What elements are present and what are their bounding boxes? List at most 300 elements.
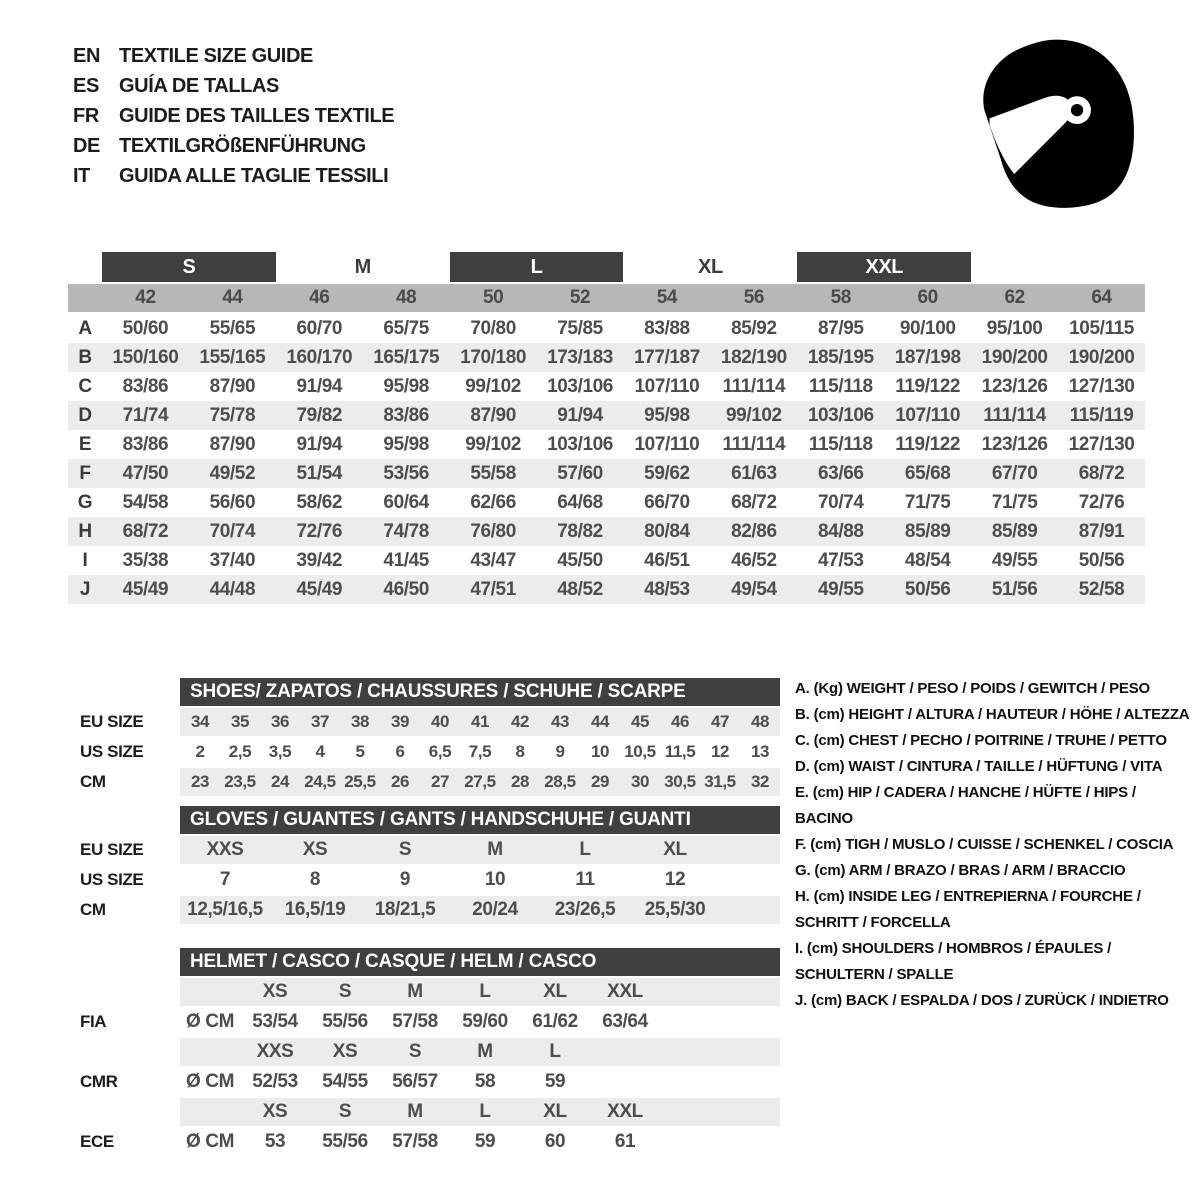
measurement-row <box>68 575 1145 604</box>
size-value-cell: 95/98 <box>383 375 429 397</box>
numeric-size-cell: 50 <box>482 287 504 308</box>
language-code: FR <box>73 104 99 127</box>
row-letter: C <box>78 375 92 397</box>
helmet-size-value: 59/60 <box>462 1011 508 1032</box>
size-value-cell: 20/24 <box>472 899 518 920</box>
language-row <box>73 71 394 101</box>
size-value-cell: 48/53 <box>644 578 690 600</box>
helmet-value-row <box>80 1128 780 1156</box>
helmet-values <box>180 1068 780 1096</box>
size-value-cell: 12 <box>710 742 730 761</box>
row-values <box>180 768 780 796</box>
helmet-size-value: 57/58 <box>392 1011 438 1032</box>
row-letter: E <box>78 433 92 455</box>
size-value-cell: 85/89 <box>991 520 1038 542</box>
helmet-size-headers <box>180 1038 780 1066</box>
size-value-cell: 9 <box>555 742 565 761</box>
size-value-cell: 115/118 <box>808 433 873 455</box>
size-value-cell: 23,5 <box>224 772 256 791</box>
size-value-cell: 187/198 <box>894 346 961 368</box>
size-value-cell: 51/56 <box>991 578 1038 600</box>
size-value-cell: 107/110 <box>634 433 700 455</box>
size-value-cell: 71/75 <box>991 491 1038 513</box>
numeric-size-cell: 44 <box>222 287 243 308</box>
legend-item: G. (cm) ARM / BRAZO / BRAS / ARM / BRACCIO <box>795 862 1126 879</box>
size-value-cell: 83/86 <box>122 433 169 455</box>
size-value-cell: 107/110 <box>634 375 700 397</box>
title-bar-spacer <box>80 806 180 834</box>
size-value-cell: 91/94 <box>296 375 343 397</box>
language-title: TEXTILGRÖßENFÜHRUNG <box>119 134 366 157</box>
size-value-cell: 54/58 <box>122 491 169 513</box>
size-value-cell: 46/51 <box>644 549 690 571</box>
size-value-cell: 47/51 <box>470 578 516 600</box>
title-bar-row <box>80 948 780 976</box>
size-value-cell: 67/70 <box>991 462 1038 484</box>
size-value-cell: 45/50 <box>557 549 603 571</box>
helmet-icon <box>975 36 1140 211</box>
size-value-cell: 83/86 <box>122 375 169 397</box>
row-values <box>180 836 780 864</box>
helmet-size-header-cell: L <box>479 981 491 1002</box>
row-letter: D <box>78 404 92 426</box>
size-value-cell: 75/85 <box>557 317 603 339</box>
size-value-cell: 119/122 <box>895 375 961 397</box>
size-value-cell: 9 <box>399 869 411 890</box>
size-value-cell: 63/66 <box>818 462 864 484</box>
size-value-cell: 10,5 <box>624 742 656 761</box>
size-value-cell: 95/100 <box>986 317 1043 339</box>
standard-label: CMR <box>80 1072 118 1091</box>
size-value-cell: 71/74 <box>122 404 169 426</box>
size-value-cell: 13 <box>750 742 770 761</box>
size-value-cell: 47 <box>710 712 730 731</box>
language-code: DE <box>73 134 100 157</box>
measurement-row <box>68 517 1145 546</box>
size-value-cell: 49/55 <box>818 578 864 600</box>
size-value-cell: 95/98 <box>383 433 429 455</box>
helmet-size-value: 55/56 <box>322 1011 368 1032</box>
size-value-cell: 85/92 <box>731 317 777 339</box>
size-value-cell: 10 <box>590 742 610 761</box>
legend-item: F. (cm) TIGH / MUSLO / CUISSE / SCHENKEL / COSCIA <box>795 836 1174 853</box>
size-value-cell: 64/68 <box>557 491 603 513</box>
size-value-cell: 55/58 <box>470 462 516 484</box>
size-row <box>80 836 780 864</box>
size-value-cell: 47/53 <box>818 549 864 571</box>
size-group-label: XL <box>698 255 723 278</box>
size-value-cell: XL <box>663 839 687 860</box>
language-title-list <box>73 41 394 191</box>
legend-item: C. (cm) CHEST / PECHO / POITRINE / TRUHE / PETTO <box>795 732 1167 749</box>
size-value-cell: 56/60 <box>209 491 256 513</box>
size-value-cell: 3,5 <box>268 742 292 761</box>
size-value-cell: 36 <box>270 712 290 731</box>
size-value-cell: XS <box>302 839 328 860</box>
size-value-cell: 55/65 <box>209 317 256 339</box>
standard-label: FIA <box>80 1012 107 1031</box>
helmet-size-header-cell: XL <box>543 981 567 1002</box>
language-title: GUIDE DES TAILLES TEXTILE <box>119 104 395 127</box>
size-value-cell: 37/40 <box>209 549 256 571</box>
size-value-cell: 24 <box>270 772 290 791</box>
size-value-cell: 185/195 <box>807 346 874 368</box>
size-row <box>80 708 780 736</box>
size-value-cell: 2,5 <box>228 742 252 761</box>
size-value-cell: 66/70 <box>644 491 690 513</box>
title-bar-spacer <box>80 678 180 706</box>
size-value-cell: 27 <box>430 772 450 791</box>
legend-item: E. (cm) HIP / CADERA / HANCHE / HÜFTE / HIPS / BACINO <box>795 784 1136 827</box>
size-value-cell: 32 <box>750 772 770 791</box>
size-value-cell: 4 <box>315 742 325 761</box>
language-row <box>73 131 394 161</box>
size-row <box>80 866 780 894</box>
shoes-size-table <box>80 678 780 798</box>
title-bar-row <box>80 678 780 706</box>
size-value-cell: 45/49 <box>296 578 343 600</box>
size-value-cell: 123/126 <box>981 375 1048 397</box>
helmet-size-value: 59 <box>474 1131 496 1152</box>
size-value-cell: 79/82 <box>296 404 343 426</box>
helmet-size-header-cell: XXL <box>607 1101 643 1122</box>
row-letter: H <box>78 520 92 542</box>
size-value-cell: 49/54 <box>731 578 777 600</box>
unit-spacer <box>180 1038 240 1066</box>
size-value-cell: 48/52 <box>557 578 603 600</box>
helmet-size-value: 63/64 <box>602 1011 648 1032</box>
row-letter: J <box>79 578 91 600</box>
numeric-size-cell: 48 <box>396 287 417 308</box>
size-value-cell: 90/100 <box>899 317 956 339</box>
helmet-size-header-cell: XS <box>332 1041 358 1062</box>
size-value-cell: 48/54 <box>904 549 951 571</box>
size-value-cell: 72/76 <box>296 520 343 542</box>
size-value-cell: 71/75 <box>904 491 951 513</box>
title-bar-spacer <box>80 948 180 976</box>
size-value-cell: 150/160 <box>112 346 179 368</box>
size-value-cell: 12,5/16,5 <box>187 899 263 920</box>
size-value-cell: 78/82 <box>557 520 603 542</box>
size-value-cell: 70/80 <box>470 317 516 339</box>
numeric-size-cell: 54 <box>656 287 678 308</box>
language-row <box>73 101 394 131</box>
helmet-size-header-cell: L <box>549 1041 561 1062</box>
size-value-cell: 75/78 <box>209 404 256 426</box>
size-value-cell: 8 <box>515 742 525 761</box>
size-value-cell: S <box>398 839 412 860</box>
size-value-cell: 57/60 <box>557 462 603 484</box>
size-row <box>80 738 780 766</box>
unit-label: Ø CM <box>185 1071 234 1092</box>
size-value-cell: 103/106 <box>807 404 874 426</box>
size-value-cell: 27,5 <box>464 772 496 791</box>
size-value-cell: 99/102 <box>465 375 521 397</box>
helmet-size-headers <box>180 1098 780 1126</box>
helmet-size-header-cell: L <box>479 1101 491 1122</box>
size-value-cell: 52/58 <box>1078 578 1125 600</box>
size-value-cell: 39 <box>390 712 410 731</box>
row-label-spacer <box>80 978 180 1006</box>
size-group-label: XXL <box>797 252 971 282</box>
measurement-row <box>68 546 1145 575</box>
size-value-cell: 10 <box>484 869 506 890</box>
size-value-cell: 99/102 <box>465 433 521 455</box>
helmet-value-row <box>80 1068 780 1096</box>
size-value-cell: 60/64 <box>383 491 429 513</box>
row-values <box>180 866 780 894</box>
size-value-cell: M <box>487 839 503 860</box>
language-code: ES <box>73 74 99 97</box>
size-value-cell: 87/95 <box>818 317 864 339</box>
helmet-size-header-cell: XXS <box>256 1041 294 1062</box>
gloves-size-table <box>80 806 780 926</box>
size-value-cell: 68/72 <box>731 491 777 513</box>
measurement-row <box>68 343 1145 372</box>
row-values <box>180 708 780 736</box>
size-value-cell: 190/200 <box>1068 346 1135 368</box>
size-value-cell: 91/94 <box>296 433 343 455</box>
row-label: EU SIZE <box>80 712 144 731</box>
helmet-size-header-cell: XL <box>543 1101 567 1122</box>
size-group-label <box>971 252 1058 282</box>
size-value-cell: 65/75 <box>383 317 429 339</box>
size-value-cell: 7,5 <box>468 742 492 761</box>
table-title-bar: SHOES/ ZAPATOS / CHAUSSURES / SCHUHE / SCARPE <box>180 678 780 706</box>
unit-spacer <box>180 1098 240 1126</box>
size-value-cell: 85/89 <box>904 520 951 542</box>
helmet-size-header-cell: S <box>338 981 352 1002</box>
size-value-cell: 58/62 <box>296 491 343 513</box>
row-values <box>180 738 780 766</box>
size-value-cell: 28,5 <box>544 772 576 791</box>
helmet-size-value: 54/55 <box>322 1071 368 1092</box>
legend-item: D. (cm) WAIST / CINTURA / TAILLE / HÜFTUNG / VITA <box>795 758 1163 775</box>
size-value-cell: 105/115 <box>1069 317 1134 339</box>
standard-label: ECE <box>80 1132 114 1151</box>
helmet-size-value: 55/56 <box>322 1131 368 1152</box>
size-value-cell: 6 <box>395 742 405 761</box>
size-value-cell: 87/90 <box>470 404 516 426</box>
size-value-cell: 74/78 <box>383 520 429 542</box>
language-row <box>73 41 394 71</box>
numeric-size-cell: 60 <box>917 287 938 308</box>
size-value-cell: 177/187 <box>634 346 700 368</box>
size-row <box>80 896 780 924</box>
size-value-cell: 28 <box>510 772 530 791</box>
row-letter: F <box>79 462 91 484</box>
language-code: EN <box>73 44 100 67</box>
size-value-cell: 38 <box>350 712 370 731</box>
numeric-size-cell: 46 <box>309 287 330 308</box>
size-value-cell: 44 <box>590 712 610 731</box>
size-value-cell: 103/106 <box>547 375 613 397</box>
helmet-size-value: 60 <box>544 1131 566 1152</box>
size-value-cell: 115/118 <box>808 375 873 397</box>
size-value-cell: 99/102 <box>726 404 782 426</box>
size-value-cell: 34 <box>190 712 210 731</box>
size-value-cell: 25,5 <box>344 772 376 791</box>
row-label: CM <box>80 772 106 791</box>
size-group-label: L <box>450 252 624 282</box>
helmet-size-value: 57/58 <box>392 1131 438 1152</box>
size-value-cell: 87/90 <box>209 433 256 455</box>
size-group-header-row <box>68 252 1145 282</box>
row-values <box>180 896 780 924</box>
unit-label: Ø CM <box>185 1011 234 1032</box>
size-value-cell: 83/86 <box>383 404 429 426</box>
measurement-row <box>68 401 1145 430</box>
helmet-size-value: 59 <box>544 1071 566 1092</box>
size-value-cell: 127/130 <box>1068 433 1135 455</box>
row-letter: G <box>77 491 93 513</box>
size-value-cell: L <box>579 839 591 860</box>
legend-item: B. (cm) HEIGHT / ALTURA / HAUTEUR / HÖHE / ALTEZZA <box>795 706 1190 723</box>
size-value-cell: 103/106 <box>547 433 613 455</box>
size-value-cell: 82/86 <box>731 520 777 542</box>
size-value-cell: 41/45 <box>383 549 429 571</box>
size-value-cell: 115/119 <box>1069 404 1134 426</box>
helmet-size-value: 53 <box>264 1131 286 1152</box>
size-value-cell: 2 <box>195 742 205 761</box>
row-label-spacer <box>80 1098 180 1126</box>
measurement-legend <box>795 676 1197 1014</box>
row-letter: I <box>82 549 88 571</box>
size-value-cell: 47/50 <box>122 462 169 484</box>
size-value-cell: 23/26,5 <box>554 899 616 920</box>
helmet-size-value: 61 <box>614 1131 636 1152</box>
size-value-cell: XXS <box>206 839 244 860</box>
size-value-cell: 59/62 <box>644 462 690 484</box>
size-value-cell: 190/200 <box>981 346 1048 368</box>
size-value-cell: 12 <box>664 869 686 890</box>
measurement-row <box>68 430 1145 459</box>
size-group-label: M <box>354 255 371 278</box>
size-value-cell: 50/56 <box>1078 549 1125 571</box>
size-value-cell: 48 <box>750 712 770 731</box>
numeric-size-cell: 52 <box>569 287 591 308</box>
table-title-bar: HELMET / CASCO / CASQUE / HELM / CASCO <box>180 948 780 976</box>
helmet-values <box>180 1008 780 1036</box>
legend-item: I. (cm) SHOULDERS / HOMBROS / ÉPAULES / SCHULTERN / SPALLE <box>795 940 1112 983</box>
language-row <box>73 161 394 191</box>
row-label: US SIZE <box>80 742 144 761</box>
size-value-cell: 18/21,5 <box>374 899 436 920</box>
size-row <box>80 768 780 796</box>
size-value-cell: 8 <box>309 869 321 890</box>
size-value-cell: 46/52 <box>731 549 777 571</box>
size-value-cell: 182/190 <box>720 346 787 368</box>
size-value-cell: 170/180 <box>460 346 527 368</box>
size-value-cell: 42 <box>510 712 530 731</box>
size-value-cell: 65/68 <box>904 462 951 484</box>
size-value-cell: 39/42 <box>296 549 343 571</box>
size-value-cell: 76/80 <box>470 520 516 542</box>
size-value-cell: 95/98 <box>644 404 690 426</box>
size-value-cell: 80/84 <box>644 520 690 542</box>
size-value-cell: 11,5 <box>664 742 696 761</box>
size-value-cell: 45/49 <box>122 578 169 600</box>
size-value-cell: 51/54 <box>296 462 343 484</box>
numeric-size-cell: 58 <box>830 287 851 308</box>
language-title: GUÍA DE TALLAS <box>119 74 279 97</box>
size-value-cell: 37 <box>310 712 330 731</box>
row-label-spacer <box>80 1038 180 1066</box>
language-title: GUIDA ALLE TAGLIE TESSILI <box>119 164 389 187</box>
language-title: TEXTILE SIZE GUIDE <box>119 44 313 67</box>
numeric-size-cell: 56 <box>743 287 765 308</box>
helmet-size-value: 56/57 <box>392 1071 438 1092</box>
size-group-label: S <box>102 252 276 282</box>
numeric-size-row <box>68 284 1145 312</box>
size-value-cell: 107/110 <box>895 404 961 426</box>
helmet-size-value: 58 <box>474 1071 496 1092</box>
size-value-cell: 111/114 <box>722 375 786 397</box>
helmet-values <box>180 1128 780 1156</box>
size-value-cell: 160/170 <box>286 346 353 368</box>
size-value-cell: 25,5/30 <box>644 899 706 920</box>
size-value-cell: 23 <box>190 772 210 791</box>
row-letter: A <box>78 317 92 339</box>
size-value-cell: 35 <box>230 712 250 731</box>
row-label: CM <box>80 900 106 919</box>
numeric-size-cell: 42 <box>135 287 156 308</box>
size-value-cell: 46/50 <box>383 578 429 600</box>
size-value-cell: 53/56 <box>383 462 429 484</box>
helmet-size-header-row <box>80 978 780 1006</box>
helmet-size-header-cell: XS <box>262 1101 288 1122</box>
size-value-cell: 45 <box>630 712 650 731</box>
size-value-cell: 155/165 <box>199 346 266 368</box>
helmet-size-header-cell: S <box>408 1041 422 1062</box>
measurement-row <box>68 459 1145 488</box>
measurement-row <box>68 372 1145 401</box>
size-value-cell: 50/60 <box>122 317 169 339</box>
legend-item: A. (Kg) WEIGHT / PESO / POIDS / GEWITCH / PESO <box>795 680 1150 697</box>
size-value-cell: 11 <box>575 869 595 890</box>
size-value-cell: 46 <box>670 712 690 731</box>
helmet-size-header-cell: XS <box>262 981 288 1002</box>
table-title-bar: GLOVES / GUANTES / GANTS / HANDSCHUHE / GUANTI <box>180 806 780 834</box>
helmet-size-header-cell: S <box>338 1101 352 1122</box>
size-value-cell: 72/76 <box>1078 491 1125 513</box>
textile-size-table <box>68 252 1145 604</box>
language-code: IT <box>73 164 90 187</box>
size-value-cell: 87/91 <box>1078 520 1125 542</box>
helmet-size-value: 53/54 <box>252 1011 298 1032</box>
size-value-cell: 173/183 <box>547 346 613 368</box>
size-value-cell: 60/70 <box>296 317 343 339</box>
size-value-cell: 50/56 <box>904 578 951 600</box>
size-value-cell: 7 <box>219 869 231 890</box>
size-value-cell: 30 <box>630 772 650 791</box>
size-value-cell: 119/122 <box>895 433 961 455</box>
size-value-cell: 6,5 <box>428 742 452 761</box>
helmet-size-header-row <box>80 1038 780 1066</box>
size-value-cell: 43/47 <box>470 549 516 571</box>
size-value-cell: 26 <box>390 772 410 791</box>
size-value-cell: 35/38 <box>122 549 169 571</box>
size-value-cell: 165/175 <box>373 346 440 368</box>
size-value-cell: 127/130 <box>1068 375 1135 397</box>
helmet-size-header-row <box>80 1098 780 1126</box>
numeric-size-spacer <box>68 284 102 312</box>
size-value-cell: 5 <box>355 742 365 761</box>
size-value-cell: 49/55 <box>991 549 1038 571</box>
size-value-cell: 40 <box>430 712 450 731</box>
helmet-size-table <box>80 948 780 1158</box>
row-label: US SIZE <box>80 870 144 889</box>
